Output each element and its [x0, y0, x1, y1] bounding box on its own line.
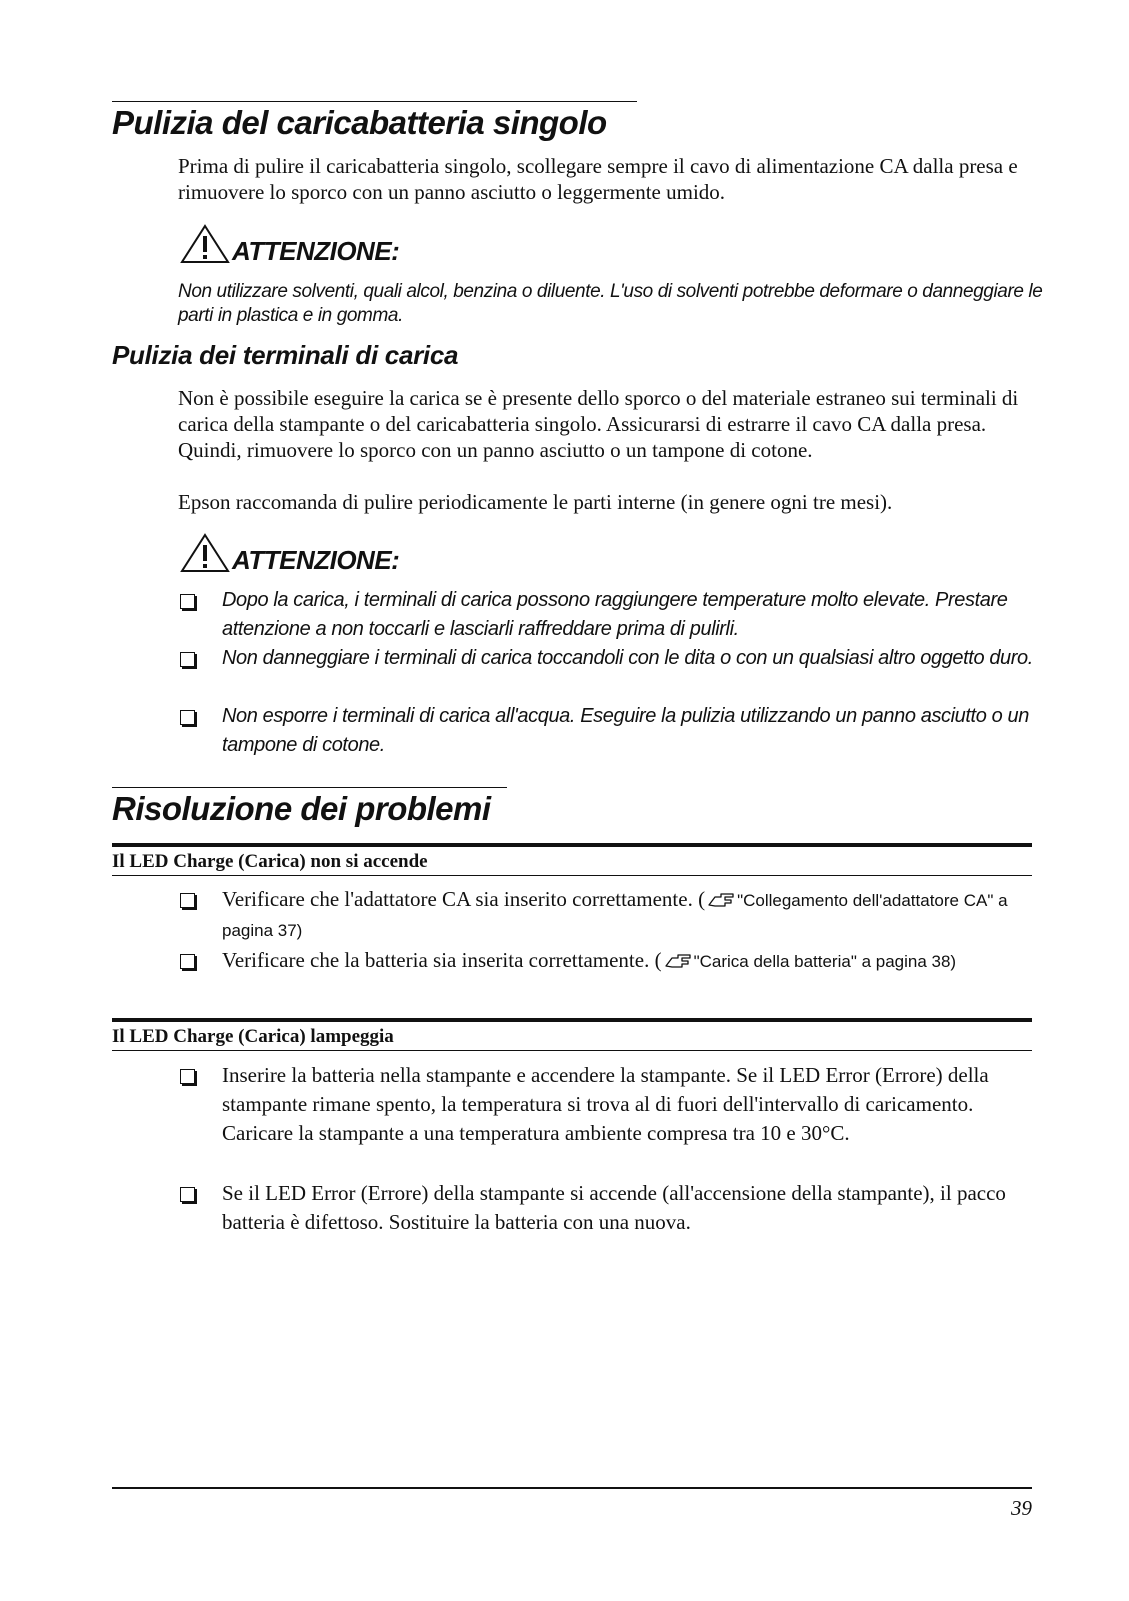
- troubleshoot-list-item: Inserire la batteria nella stampante e accendere la stampante. Se il LED Error (Errore) della stampante rimane spento, la temperatura si trova al di fuori dell'intervallo di caricamento. Caricare la stampante a una temperatura ambiente compresa tra 10 e 30°C.: [222, 1063, 989, 1145]
- problem-heading-bar: [112, 1018, 1032, 1051]
- warning-triangle-icon: [180, 533, 230, 573]
- warning-triangle-icon: [180, 224, 230, 264]
- terminals-paragraph-2: Epson raccomanda di pulire periodicamente le parti interne (in genere ogni tre mesi).: [178, 490, 893, 514]
- checkbox-bullet-icon: [180, 594, 195, 609]
- caution-header: [180, 533, 399, 573]
- caution-header: [180, 224, 399, 264]
- checkbox-bullet-icon: [180, 652, 195, 667]
- section-title-cleaning-charger: Pulizia del caricabatteria singolo: [112, 104, 607, 141]
- checkbox-bullet-icon: [180, 893, 195, 908]
- caution-label: ATTENZIONE:: [232, 236, 400, 266]
- terminals-paragraph-1: Non è possibile eseguire la carica se è presente dello sporco o del materiale estraneo sui terminali di carica della stampante o del caricabatteria singolo. Assicurarsi di estrarre il cavo CA dalla presa. Quindi, rimuovere lo sporco con un panno asciutto o un tampone di cotone.: [178, 386, 1019, 462]
- caution-list-item: Non danneggiare i terminali di carica toccandoli con le dita o con un qualsiasi altro oggetto duro.: [222, 647, 1033, 669]
- problem-heading: Il LED Charge (Carica) lampeggia: [112, 1026, 394, 1047]
- section-title-rule: [112, 787, 507, 788]
- pointing-hand-icon: [707, 891, 735, 909]
- problem-heading: Il LED Charge (Carica) non si accende: [112, 851, 428, 872]
- checkbox-bullet-icon: [180, 954, 195, 969]
- section-title-rule: [112, 101, 637, 102]
- checkbox-bullet-icon: [180, 1069, 195, 1084]
- problem-heading-bar: [112, 843, 1032, 876]
- caution-text: Non utilizzare solventi, quali alcol, benzina o diluente. L'uso di solventi potrebbe deformare o danneggiare le parti in plastica e in gomma.: [178, 281, 1043, 326]
- cross-reference-link[interactable]: "Carica della batteria" a pagina 38): [693, 952, 957, 971]
- checkbox-bullet-icon: [180, 1187, 195, 1202]
- page-number: 39: [1011, 1496, 1032, 1520]
- troubleshoot-list-item: Se il LED Error (Errore) della stampante si accende (all'accensione della stampante), il pacco batteria è difettoso. Sostituire la batteria con una nuova.: [222, 1181, 1006, 1234]
- cross-reference-link[interactable]: "Collegamento dell'adattatore CA" a pagina 37): [222, 891, 1008, 940]
- subsection-title-terminals: Pulizia dei terminali di carica: [112, 340, 459, 370]
- footer-rule: [112, 1487, 1032, 1489]
- caution-label: ATTENZIONE:: [232, 545, 400, 575]
- charger-cleaning-paragraph: Prima di pulire il caricabatteria singolo, scollegare sempre il cavo di alimentazione CA dalla presa e rimuovere lo sporco con un panno asciutto o leggermente umido.: [178, 154, 1018, 204]
- caution-list-item: Dopo la carica, i terminali di carica possono raggiungere temperature molto elevate. Prestare attenzione a non toccarli e lasciarli raffreddare prima di pulirli.: [222, 589, 1008, 640]
- checkbox-bullet-icon: [180, 710, 195, 725]
- section-title-troubleshooting: Risoluzione dei problemi: [112, 790, 491, 827]
- caution-list-item: Non esporre i terminali di carica all'acqua. Eseguire la pulizia utilizzando un panno asciutto o un tampone di cotone.: [222, 705, 1029, 756]
- troubleshoot-list-item: Verificare che la batteria sia inserita correttamente. ( "Carica della batteria" a pagina 38): [222, 948, 957, 972]
- troubleshoot-list-item: Verificare che l'adattatore CA sia inserito correttamente. ( "Collegamento dell'adattatore CA" a pagina 37): [222, 887, 1008, 940]
- pointing-hand-icon: [664, 952, 692, 970]
